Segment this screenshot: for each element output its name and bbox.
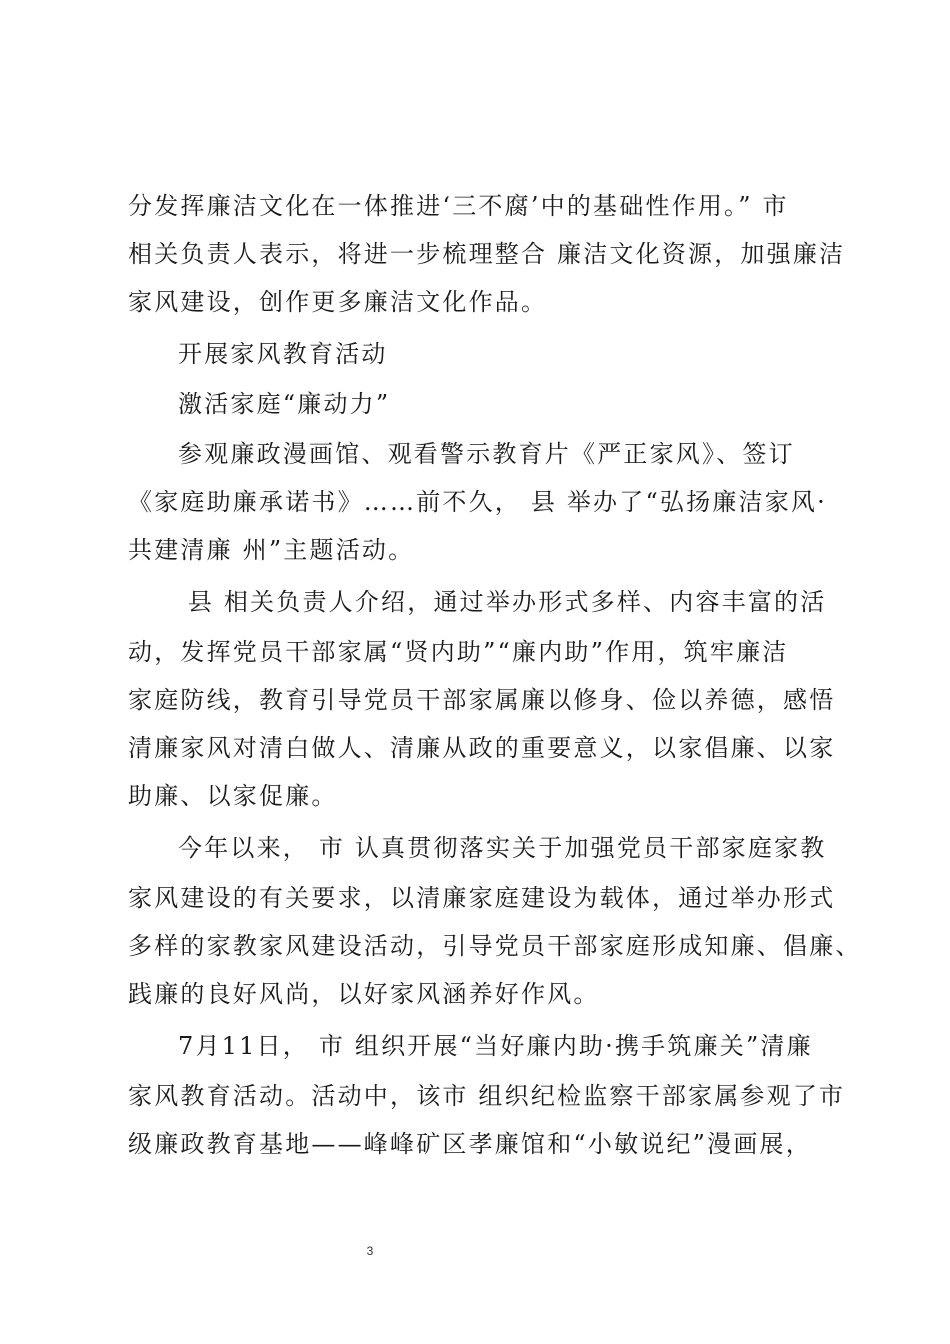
text-line: 动，发挥党员干部家属“贤内助”“廉内助”作用，筑牢廉洁 [128, 638, 789, 666]
text-line: 践廉的良好风尚，以好家风涵养好作风。 [128, 980, 600, 1008]
text-line: 助廉、以家促廉。 [128, 782, 338, 810]
text-line: 分发挥廉洁文化在一体推进‘三不腐’中的基础性作用。” 市 [128, 192, 789, 220]
text-line: 级廉政教育基地——峰峰矿区孝廉馆和“小敏说纪”漫画展， [128, 1130, 812, 1158]
text-line: 7月11日， 市 组织开展“当好廉内助·携手筑廉关”清廉 [178, 1032, 813, 1060]
text-line: 家庭防线，教育引导党员干部家属廉以修身、俭以养德，感悟 [128, 686, 836, 714]
text-line: 相关负责人表示，将进一步梳理整合 廉洁文化资源，加强廉洁 [128, 240, 846, 268]
text-line: 家风教育活动。活动中，该市 组织纪检监察干部家属参观了市 [128, 1082, 846, 1110]
text-line: 县 相关负责人介绍，通过举办形式多样、内容丰富的活 [178, 588, 827, 616]
text-line: 清廉家风对清白做人、清廉从政的重要意义，以家倡廉、以家 [128, 734, 836, 762]
text-line: 参观廉政漫画馆、观看警示教育片《严正家风》、签订 [178, 440, 795, 468]
section-heading: 开展家风教育活动 [178, 340, 388, 368]
text-line: 家风建设，创作更多廉洁文化作品。 [128, 288, 548, 316]
text-line: 家风建设的有关要求，以清廉家庭建设为载体，通过举办形式 [128, 884, 836, 912]
text-line: 《家庭助廉承诺书》……前不久， 县 举办了“弘扬廉洁家风· [128, 488, 827, 516]
text-line: 多样的家教家风建设活动，引导党员干部家庭形成知廉、倡廉、 [128, 932, 862, 960]
text-line: 今年以来， 市 认真贯彻落实关于加强党员干部家庭家教 [178, 834, 827, 862]
page-number: 3 [366, 1244, 374, 1258]
section-heading: 激活家庭“廉动力” [178, 390, 391, 418]
text-line: 共建清廉 州”主题活动。 [128, 536, 415, 564]
